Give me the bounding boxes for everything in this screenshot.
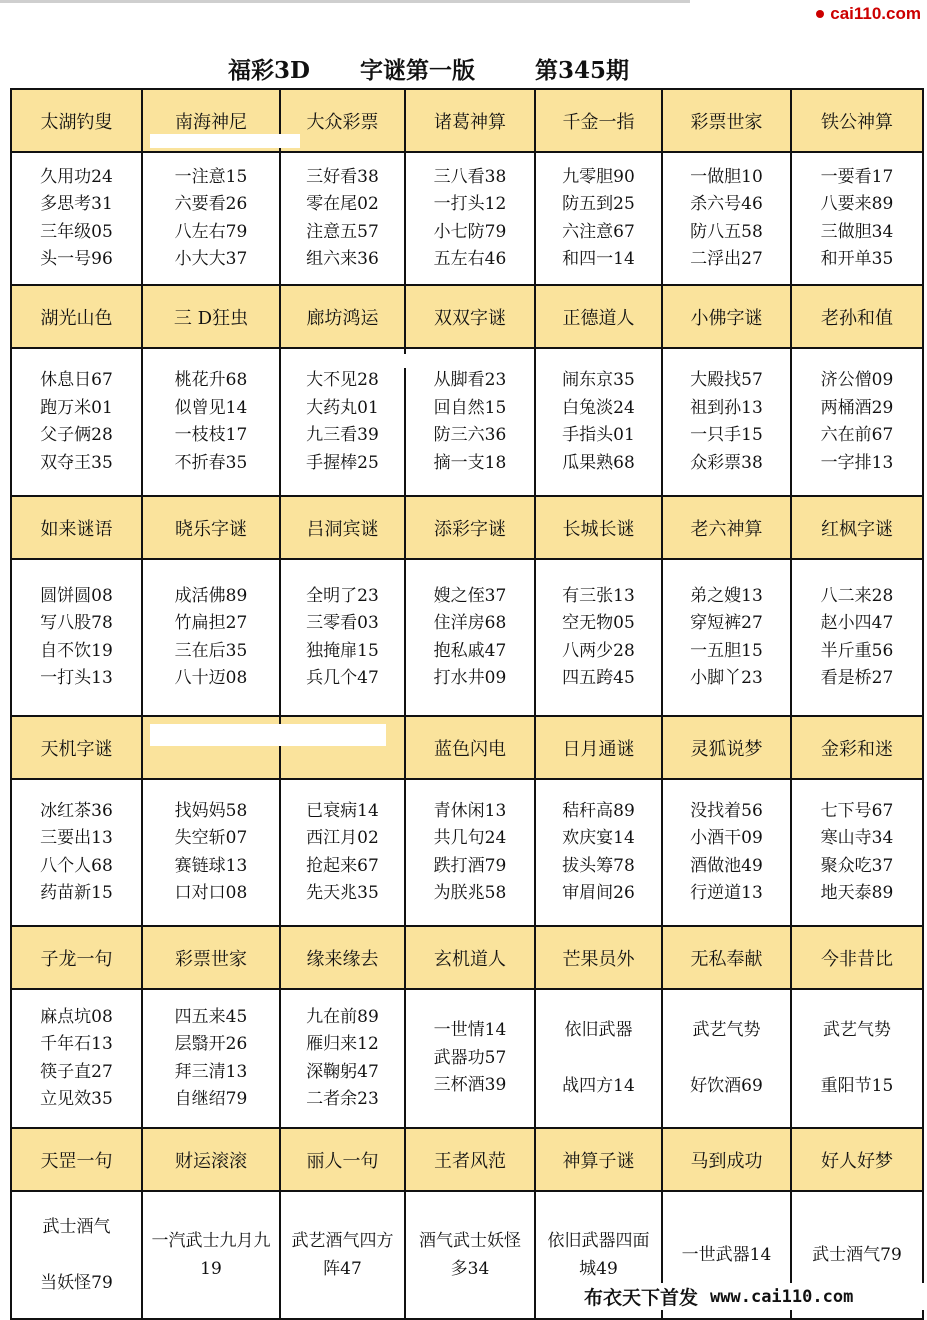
riddle-line: 九在前89 [306, 1006, 379, 1027]
riddle-line: 立见效35 [40, 1089, 113, 1109]
riddle-line: 一注意15 [174, 166, 248, 187]
riddle-line: 武艺气势 [823, 1020, 891, 1040]
source-header: 廊坊鸿运 [280, 285, 405, 348]
riddle-row [11, 559, 923, 716]
source-header: 小佛字谜 [662, 285, 791, 348]
riddle-cell [405, 779, 535, 926]
title-edition: 字谜第一版 [360, 57, 475, 84]
riddle-line: 依旧武器 [564, 1020, 633, 1040]
riddle-line: 八两少28 [562, 640, 635, 661]
source-header: 晓乐字谜 [142, 496, 280, 559]
source-header: 双双字谜 [405, 285, 535, 348]
source-header: 财运滚滚 [142, 1128, 280, 1191]
riddle-line: 四五来45 [174, 1006, 248, 1027]
riddle-line: 秸秆高89 [562, 800, 635, 821]
riddle-line: 小脚丫23 [690, 668, 763, 688]
riddle-line: 找妈妈58 [174, 800, 248, 821]
riddle-line: 三要出13 [40, 828, 113, 848]
riddle-line: 药苗新15 [40, 883, 113, 903]
riddle-line: 零在尾02 [306, 194, 379, 214]
riddle-line: 九零胆90 [562, 166, 635, 187]
riddle-row [11, 779, 923, 926]
riddle-cell [662, 989, 791, 1128]
riddle-line: 千年石13 [40, 1034, 113, 1054]
riddle-line: 弟之嫂13 [690, 585, 763, 606]
riddle-line: 武器功57 [433, 1047, 507, 1068]
footer-banner[interactable] [572, 1283, 927, 1310]
header-row [11, 285, 923, 348]
riddle-line: 酒气武士妖怪多34 [419, 1231, 521, 1279]
riddle-line: 共几句24 [433, 828, 507, 848]
riddle-line: 手指头01 [562, 425, 635, 445]
riddle-cell [142, 779, 280, 926]
riddle-line: 武艺酒气四方阵47 [291, 1231, 394, 1279]
riddle-line: 失空斩07 [174, 828, 248, 848]
riddle-cell [142, 348, 280, 496]
source-header: 如来谜语 [11, 496, 142, 559]
riddle-line: 好饮酒69 [690, 1075, 763, 1096]
source-header: 日月通谜 [535, 716, 662, 779]
riddle-cell [662, 559, 791, 716]
riddle-line: 手握棒25 [306, 452, 379, 473]
riddle-line: 一打头13 [40, 668, 113, 688]
riddle-cell [405, 989, 535, 1128]
page-title [0, 52, 927, 86]
riddle-line: 摘一支18 [433, 452, 507, 473]
source-header: 吕洞宾谜 [280, 496, 405, 559]
riddle-line: 一世情14 [433, 1020, 507, 1041]
riddle-line: 三在后35 [174, 640, 248, 661]
riddle-cell [662, 152, 791, 285]
riddle-line: 酒做池49 [690, 855, 763, 876]
riddle-line: 有三张13 [562, 585, 635, 606]
riddle-line: 赵小四47 [820, 613, 894, 633]
riddle-line: 防三六36 [433, 425, 507, 445]
riddle-line: 跌打酒79 [433, 855, 507, 876]
riddle-row [11, 989, 923, 1128]
riddle-line: 拔头筹78 [562, 855, 635, 876]
riddle-line: 聚众吃37 [820, 855, 894, 876]
source-header: 彩票世家 [142, 926, 280, 989]
riddle-line: 大药丸01 [306, 397, 379, 418]
riddle-line: 四五跨45 [562, 668, 635, 688]
source-header: 灵狐说梦 [662, 716, 791, 779]
source-header: 缘来缘去 [280, 926, 405, 989]
riddle-line: 防五到25 [562, 194, 635, 214]
riddle-line: 抱私戚47 [433, 640, 507, 661]
riddle-cell [791, 559, 923, 716]
header-row [11, 716, 923, 779]
source-header: 玄机道人 [405, 926, 535, 989]
riddle-line: 当妖怪79 [40, 1273, 113, 1293]
riddle-line: 不折春35 [174, 452, 248, 473]
riddle-cell [280, 779, 405, 926]
riddle-line: 六要看26 [174, 194, 248, 214]
source-header: 千金一指 [535, 89, 662, 152]
riddle-line: 一五胆15 [690, 640, 763, 661]
riddle-cell [662, 779, 791, 926]
source-header: 彩票世家 [662, 89, 791, 152]
title-issue: 第345期 [535, 57, 630, 84]
riddle-cell [142, 559, 280, 716]
riddle-line: 三好看38 [306, 166, 379, 187]
riddle-line: 小大大37 [174, 249, 248, 269]
source-header: 红枫字谜 [791, 496, 923, 559]
riddle-line: 休息日67 [40, 370, 113, 390]
source-header: 三 D狂虫 [142, 285, 280, 348]
riddle-line: 五左右46 [433, 249, 507, 269]
riddle-line: 一枝枝17 [174, 425, 248, 445]
source-header: 天机字谜 [11, 716, 142, 779]
riddle-cell [535, 779, 662, 926]
erase-patch [150, 724, 386, 746]
riddle-line: 写八股78 [40, 613, 113, 633]
riddle-line: 赛链球13 [174, 855, 248, 876]
riddle-row [11, 152, 923, 285]
riddle-cell [405, 559, 535, 716]
riddle-line: 空无物05 [562, 613, 635, 633]
riddle-line: 跑万米01 [40, 397, 113, 418]
riddle-cell [142, 152, 280, 285]
riddle-line: 桃花升68 [174, 370, 248, 390]
riddle-line: 头一号96 [40, 249, 113, 269]
riddle-line: 父子俩28 [40, 425, 113, 445]
erase-patch [150, 134, 300, 148]
riddle-cell [535, 559, 662, 716]
source-header: 马到成功 [662, 1128, 791, 1191]
riddle-cell [791, 348, 923, 496]
riddle-line: 九三看39 [306, 425, 379, 445]
riddle-line: 杀六号46 [690, 194, 763, 214]
riddle-line: 大殿找57 [690, 370, 763, 390]
riddle-line: 从脚看23 [433, 370, 507, 390]
riddle-line: 住洋房68 [433, 613, 507, 633]
logo-dot-icon [816, 10, 824, 18]
riddle-line: 双夺王35 [40, 452, 113, 473]
riddle-line: 嫂之侄37 [433, 585, 507, 606]
riddle-line: 多思考31 [40, 194, 113, 214]
riddle-line: 八个人68 [40, 855, 113, 876]
riddle-line: 三年级05 [40, 221, 113, 242]
source-header: 太湖钓叟 [11, 89, 142, 152]
riddle-line: 深鞠躬47 [306, 1061, 379, 1082]
riddle-line: 审眉间26 [562, 883, 635, 903]
riddle-line: 雁归来12 [306, 1034, 379, 1054]
riddle-cell [11, 348, 142, 496]
riddle-cell [791, 152, 923, 285]
riddle-line: 六注意67 [562, 221, 635, 242]
riddle-line: 大不见28 [306, 370, 379, 390]
source-header: 金彩和迷 [791, 716, 923, 779]
source-header: 蓝色闪电 [405, 716, 535, 779]
riddle-line: 两桶酒29 [820, 397, 894, 418]
riddle-line: 一世武器14 [681, 1245, 772, 1265]
riddle-line: 二者余23 [306, 1089, 379, 1109]
riddle-cell [535, 989, 662, 1128]
site-logo-text: cai110.com [830, 4, 921, 23]
riddle-line: 青休闲13 [433, 800, 507, 821]
riddle-cell [405, 348, 535, 496]
source-header: 南海神尼 [142, 89, 280, 152]
riddle-line: 半斤重56 [820, 640, 894, 661]
riddle-cell [280, 152, 405, 285]
source-header: 今非昔比 [791, 926, 923, 989]
riddle-line: 一做胆10 [690, 166, 763, 187]
riddle-line: 麻点坑08 [40, 1006, 113, 1027]
riddle-line: 和四一14 [562, 249, 635, 269]
source-header: 子龙一句 [11, 926, 142, 989]
source-header: 正德道人 [535, 285, 662, 348]
riddle-line: 济公僧09 [820, 370, 894, 390]
riddle-line: 八要来89 [820, 194, 894, 214]
footer-text: 布衣天下首发 [584, 1287, 699, 1309]
riddle-line: 组六来36 [306, 249, 379, 269]
source-header: 老六神算 [662, 496, 791, 559]
source-header: 芒果员外 [535, 926, 662, 989]
riddle-line: 拜三清13 [174, 1061, 248, 1082]
riddle-line: 自不饮19 [40, 640, 113, 661]
riddle-row [11, 348, 923, 496]
riddle-line: 先天兆35 [306, 883, 379, 903]
riddle-line: 独掩扉15 [306, 640, 379, 661]
source-header: 老孙和值 [791, 285, 923, 348]
riddle-line: 一打头12 [433, 194, 507, 214]
riddle-line: 和开单35 [820, 249, 894, 269]
riddle-cell [791, 779, 923, 926]
riddle-line: 二浮出27 [690, 249, 763, 269]
riddle-line: 八左右79 [174, 221, 248, 242]
riddle-cell [11, 779, 142, 926]
riddle-cell [280, 1191, 405, 1319]
riddle-line: 回自然15 [433, 397, 507, 418]
riddle-line: 重阳节15 [820, 1075, 894, 1096]
riddle-line: 一只手15 [690, 425, 763, 445]
riddle-cell [280, 348, 405, 496]
riddle-cell [662, 348, 791, 496]
riddle-line: 祖到孙13 [690, 397, 763, 418]
source-header: 神算子谜 [535, 1128, 662, 1191]
riddle-line: 全明了23 [306, 585, 379, 606]
riddle-line: 依旧武器四面城49 [547, 1231, 650, 1279]
riddle-line: 注意五57 [306, 221, 379, 242]
riddle-line: 武士酒气79 [812, 1245, 902, 1265]
riddle-cell [791, 989, 923, 1128]
riddle-line: 一汽武士九月九19 [151, 1231, 271, 1279]
riddle-line: 口对口08 [174, 883, 248, 903]
riddle-line: 看是桥27 [820, 668, 894, 688]
riddle-line: 地天泰89 [820, 883, 894, 903]
site-logo[interactable] [816, 4, 921, 24]
source-header: 长城长谜 [535, 496, 662, 559]
riddle-line: 似曾见14 [174, 397, 248, 418]
riddle-line: 武艺气势 [692, 1020, 761, 1040]
riddle-line: 层翳开26 [174, 1034, 248, 1054]
source-header: 天罡一句 [11, 1128, 142, 1191]
riddle-line: 打水井09 [433, 668, 507, 688]
header-row [11, 926, 923, 989]
riddle-line: 筷子直27 [40, 1061, 113, 1082]
erase-patch [282, 354, 410, 368]
riddle-cell [11, 989, 142, 1128]
riddle-cell [142, 1191, 280, 1319]
riddle-line: 抢起来67 [306, 855, 379, 876]
riddle-line: 成活佛89 [174, 585, 248, 606]
riddle-line: 六在前67 [820, 425, 894, 445]
riddle-line: 战四方14 [562, 1075, 635, 1096]
top-rule [0, 0, 690, 3]
source-header: 大众彩票 [280, 89, 405, 152]
riddle-line: 众彩票38 [690, 452, 763, 473]
riddle-cell [11, 152, 142, 285]
source-header: 诸葛神算 [405, 89, 535, 152]
riddle-line: 没找着56 [690, 800, 763, 821]
riddle-line: 自继绍79 [174, 1089, 248, 1109]
riddle-line: 已衰病14 [306, 800, 379, 821]
riddle-cell [535, 348, 662, 496]
riddle-cell [11, 1191, 142, 1319]
riddle-cell [535, 152, 662, 285]
riddle-line: 防八五58 [690, 221, 763, 242]
riddle-line: 冰红茶36 [40, 800, 113, 821]
header-row [11, 89, 923, 152]
source-header: 丽人一句 [280, 1128, 405, 1191]
riddle-line: 寒山寺34 [820, 828, 894, 848]
riddle-cell [405, 152, 535, 285]
source-header: 无私奉献 [662, 926, 791, 989]
riddle-line: 白兔淡24 [562, 397, 635, 418]
riddle-table [10, 88, 924, 1320]
riddle-line: 闹东京35 [562, 370, 635, 390]
riddle-cell [405, 1191, 535, 1319]
riddle-line: 小七防79 [433, 221, 507, 242]
riddle-line: 小酒干09 [690, 828, 763, 848]
riddle-line: 西江月02 [306, 828, 379, 848]
riddle-line: 三八看38 [433, 166, 507, 187]
header-row [11, 496, 923, 559]
riddle-cell [142, 989, 280, 1128]
riddle-line: 七下号67 [820, 800, 894, 821]
riddle-line: 欢庆宴14 [562, 828, 635, 848]
source-header: 王者风范 [405, 1128, 535, 1191]
riddle-line: 竹扁担27 [174, 613, 248, 633]
riddle-line: 瓜果熟68 [562, 452, 635, 473]
riddle-line: 八十迈08 [174, 668, 248, 688]
riddle-line: 行逆道13 [690, 883, 763, 903]
source-header: 湖光山色 [11, 285, 142, 348]
header-row [11, 1128, 923, 1191]
source-header: 铁公神算 [791, 89, 923, 152]
riddle-line: 一字排13 [820, 452, 894, 473]
riddle-line: 为朕兆58 [433, 883, 507, 903]
riddle-cell [11, 559, 142, 716]
riddle-cell [280, 989, 405, 1128]
title-lottery: 福彩3D [228, 57, 310, 84]
footer-url[interactable]: www.cai110.com [710, 1286, 854, 1307]
riddle-line: 一要看17 [820, 166, 894, 187]
riddle-line: 圆饼圆08 [40, 585, 113, 606]
riddle-line: 三做胆34 [820, 221, 894, 242]
riddle-line: 穿短裤27 [690, 613, 763, 633]
riddle-line: 三杯酒39 [433, 1075, 507, 1096]
riddle-line: 武士酒气 [42, 1217, 111, 1237]
source-header: 好人好梦 [791, 1128, 923, 1191]
riddle-line: 三零看03 [306, 613, 379, 633]
riddle-line: 八二来28 [820, 585, 894, 606]
riddle-line: 久用功24 [40, 166, 113, 187]
source-header: 添彩字谜 [405, 496, 535, 559]
riddle-line: 兵几个47 [306, 668, 379, 688]
riddle-cell [280, 559, 405, 716]
